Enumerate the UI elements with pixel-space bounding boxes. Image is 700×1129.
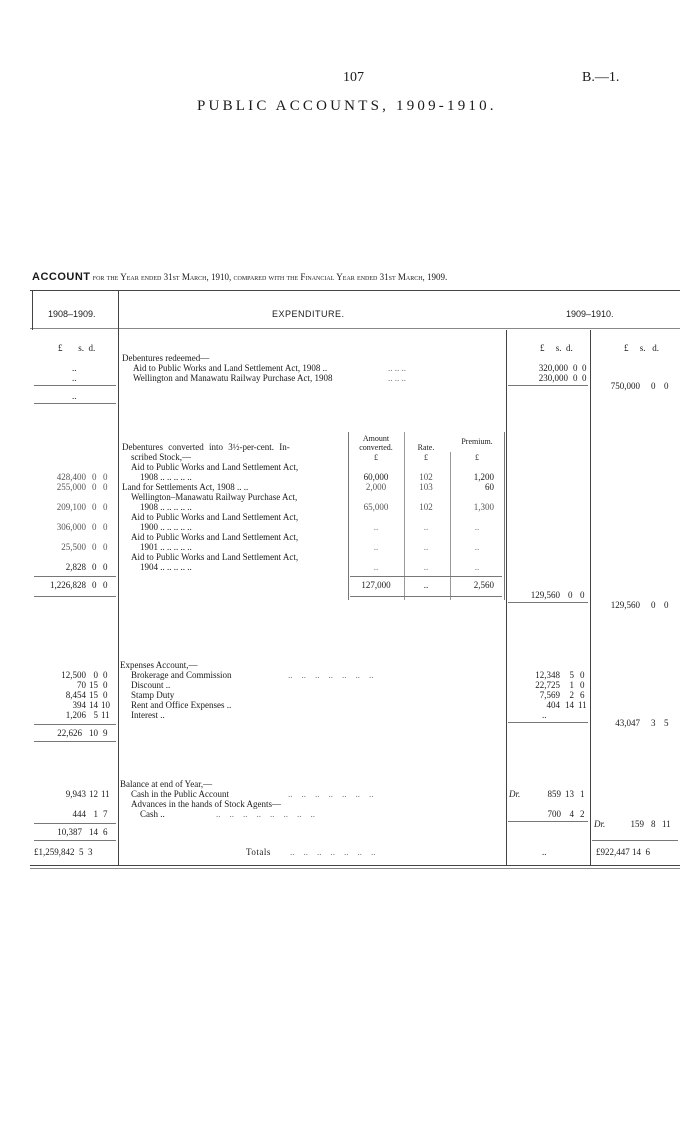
totals-current: £922,447 14 6 bbox=[596, 847, 650, 857]
right-column-divider bbox=[506, 330, 507, 865]
debentures-redeemed-heading: Debentures redeemed— bbox=[122, 353, 210, 363]
lsd-header-mid bbox=[540, 343, 573, 353]
converted-item-prev: 2,828 bbox=[65, 562, 86, 572]
expense-item-pence: 0 bbox=[580, 670, 585, 680]
redeemed-prev-total: .. bbox=[72, 391, 77, 401]
cash-pence: 1 bbox=[580, 789, 585, 799]
expenses-prev-total-s: 10 bbox=[89, 728, 98, 738]
redeemed-rule-mid bbox=[508, 385, 588, 386]
advances-cash-label: Cash .. bbox=[140, 809, 165, 819]
cash-prev-d: 11 bbox=[101, 789, 110, 799]
converted-item-prev-d: 0 bbox=[103, 542, 108, 552]
converted-item-prev-s: 0 bbox=[92, 542, 97, 552]
converted-item-prev-d: 0 bbox=[103, 502, 108, 512]
converted-total-s: 0 bbox=[651, 600, 656, 610]
converted-item-prev-s: 0 bbox=[92, 472, 97, 482]
advances-prev-d: 7 bbox=[103, 809, 108, 819]
left-column-divider bbox=[118, 290, 119, 865]
balance-prev-total: 10,387 bbox=[57, 827, 82, 837]
expense-item-shillings: 1 bbox=[569, 680, 574, 690]
converted-total-d: 0 bbox=[664, 600, 669, 610]
converted-item-prev-s: 0 bbox=[92, 522, 97, 532]
expense-item-prev-d: 11 bbox=[101, 710, 110, 720]
converted-total: 129,560 bbox=[610, 600, 640, 610]
redeemed-item-leaders: .. .. .. bbox=[388, 363, 406, 373]
converted-item-amount: 2,000 bbox=[365, 482, 387, 492]
lsd-header-right bbox=[624, 343, 659, 353]
converted-item-amount: 60,000 bbox=[363, 472, 389, 482]
cash-public-account-label: Cash in the Public Account bbox=[131, 789, 229, 799]
cash-prev-s: 12 bbox=[89, 789, 98, 799]
converted-item-prev-s: 0 bbox=[92, 562, 97, 572]
expenses-rule-left bbox=[34, 724, 116, 725]
converted-item-prev: 306,000 bbox=[56, 522, 86, 532]
converted-item-line2: 1900 .. .. .. .. .. bbox=[140, 522, 192, 532]
balance-rule-left-2 bbox=[34, 840, 116, 841]
pence-sign: d. bbox=[566, 343, 573, 353]
pence-sign: d. bbox=[88, 343, 96, 353]
converted-prev-total-s: 0 bbox=[92, 580, 97, 590]
totals-prev: £1,259,842 5 3 bbox=[34, 847, 93, 857]
redeemed-item-prev: .. bbox=[72, 373, 77, 383]
expense-item-label: Interest .. bbox=[131, 710, 165, 720]
page-number: 107 bbox=[343, 70, 364, 85]
account-word: ACCOUNT bbox=[32, 271, 91, 283]
shillings-sign: s. bbox=[639, 343, 646, 353]
advances-prev: 444 bbox=[72, 809, 86, 819]
far-right-column-divider bbox=[590, 330, 591, 865]
header-rule bbox=[30, 328, 680, 329]
converted-item-rate: .. bbox=[423, 562, 429, 572]
converted-item-rate: 102 bbox=[419, 502, 433, 512]
expense-item-pence: 6 bbox=[580, 690, 585, 700]
expense-item-prev-d: 0 bbox=[103, 670, 108, 680]
redeemed-total-amount: 750,000 bbox=[610, 381, 640, 391]
converted-item-premium: 1,200 bbox=[473, 472, 494, 482]
converted-rule-mid bbox=[350, 576, 502, 577]
redeemed-item-amount: 230,000 bbox=[538, 373, 568, 383]
expense-item-prev-d: 0 bbox=[103, 690, 108, 700]
expense-item-label: Discount .. bbox=[131, 680, 171, 690]
converted-item-line2: 1904 .. .. .. .. .. bbox=[140, 562, 192, 572]
redeemed-item-pence: 0 bbox=[582, 373, 587, 383]
cash-shillings: 13 bbox=[565, 789, 574, 799]
expense-item-amount: 12,348 bbox=[535, 670, 560, 680]
converted-item-line2: 1908 .. .. .. .. .. bbox=[140, 472, 192, 482]
balance-prev-total-d: 6 bbox=[103, 827, 108, 837]
converted-item-premium: 1,300 bbox=[473, 502, 494, 512]
expense-item-pence: 11 bbox=[578, 700, 587, 710]
converted-item-amount: 65,000 bbox=[363, 502, 389, 512]
converted-item-rate: 102 bbox=[419, 472, 433, 482]
converted-rate-total: .. bbox=[423, 580, 429, 590]
converted-item-line1: Aid to Public Works and Land Settlement Act, bbox=[131, 462, 299, 472]
balance-rule-mid bbox=[508, 821, 588, 822]
left-border bbox=[32, 290, 33, 330]
totals-label: Totals bbox=[246, 847, 271, 857]
premium-column-divider bbox=[450, 452, 451, 600]
converted-prev-total: 1,226,828 bbox=[50, 580, 86, 590]
converted-prev-total-d: 0 bbox=[103, 580, 108, 590]
column-heading-expenditure: EXPENDITURE. bbox=[272, 309, 345, 319]
expense-item-amount: 7,569 bbox=[539, 690, 560, 700]
converted-item-prev: 209,100 bbox=[56, 502, 86, 512]
shillings-sign: s. bbox=[555, 343, 562, 353]
converted-item-amount: .. bbox=[373, 542, 379, 552]
converted-item-prev: 255,000 bbox=[56, 482, 86, 492]
totals-mid: .. bbox=[542, 847, 547, 857]
redeemed-item-label: Wellington and Manawatu Railway Purchase Act, 1908 bbox=[133, 373, 333, 383]
expense-item-shillings: 5 bbox=[569, 670, 574, 680]
expense-item-pence: 0 bbox=[580, 680, 585, 690]
amount-heading-line1: Amount bbox=[362, 434, 390, 443]
lsd-header-left bbox=[58, 343, 95, 353]
converted-item-rate: .. bbox=[423, 542, 429, 552]
rate-column-divider bbox=[404, 432, 405, 600]
expense-item-label: Rent and Office Expenses .. bbox=[131, 700, 232, 710]
expenses-total-d: 5 bbox=[664, 718, 669, 728]
premium-unit: £ bbox=[475, 453, 479, 462]
converted-item-line1: Wellington–Manawatu Railway Purchase Act, bbox=[131, 492, 298, 502]
pound-sign: £ bbox=[540, 343, 545, 353]
converted-item-line1: Aid to Public Works and Land Settlement Act, bbox=[131, 512, 299, 522]
pound-sign: £ bbox=[58, 343, 63, 353]
expenses-heading: Expenses Account,— bbox=[120, 660, 198, 670]
converted-amount-total: 127,000 bbox=[361, 580, 391, 590]
expense-item-prev-s: 15 bbox=[89, 690, 98, 700]
expense-leaders: .. .. .. .. .. .. .. bbox=[288, 670, 374, 680]
redeemed-total-pence: 0 bbox=[664, 381, 669, 391]
advances-amount: 700 bbox=[547, 809, 561, 819]
balance-prev-total-s: 14 bbox=[89, 827, 98, 837]
expenses-total-s: 3 bbox=[651, 718, 656, 728]
expense-item-amount: 22,725 bbox=[535, 680, 560, 690]
converted-item-prev-d: 0 bbox=[103, 482, 108, 492]
redeemed-total-rule bbox=[34, 403, 116, 404]
expense-item-shillings: 14 bbox=[565, 700, 574, 710]
expenses-rule-mid bbox=[508, 722, 588, 723]
redeemed-total-shillings: 0 bbox=[651, 381, 656, 391]
expense-item-prev: 1,206 bbox=[65, 710, 86, 720]
amount-heading-line2: converted. bbox=[359, 443, 393, 452]
bottom-rule-2 bbox=[30, 868, 680, 869]
redeemed-item-amount: 320,000 bbox=[538, 363, 568, 373]
cash-prev: 9,943 bbox=[65, 789, 86, 799]
balance-heading: Balance at end of Year,— bbox=[120, 779, 213, 789]
converted-subtotal-rule bbox=[508, 602, 588, 603]
converted-subtotal: 129,560 bbox=[530, 590, 560, 600]
expenses-rule-left-2 bbox=[34, 741, 116, 742]
expense-item-prev: 8,454 bbox=[65, 690, 86, 700]
expenses-total: 43,047 bbox=[615, 718, 640, 728]
page-title: PUBLIC ACCOUNTS, 1909-1910. bbox=[197, 98, 497, 114]
pound-sign: £ bbox=[624, 343, 629, 353]
redeemed-item-shillings: 0 bbox=[573, 373, 578, 383]
expense-item-prev-d: 0 bbox=[103, 680, 108, 690]
expense-item-prev-s: 5 bbox=[93, 710, 98, 720]
converted-item-amount: .. bbox=[373, 562, 379, 572]
cash-leaders: .. .. .. .. .. .. .. bbox=[288, 789, 374, 799]
converted-item-prev: 25,500 bbox=[61, 542, 86, 552]
balance-total-dr-label: Dr. bbox=[594, 819, 606, 829]
converted-item-amount: .. bbox=[373, 522, 379, 532]
expense-item-shillings: 2 bbox=[569, 690, 574, 700]
converted-item-line1: Aid to Public Works and Land Settlement Act, bbox=[131, 532, 299, 542]
converted-item-rate: 103 bbox=[419, 482, 433, 492]
balance-total-d: 11 bbox=[662, 819, 671, 829]
balance-total-s: 8 bbox=[651, 819, 656, 829]
balance-rule-right bbox=[592, 840, 678, 841]
converted-item-prev-d: 0 bbox=[103, 562, 108, 572]
redeemed-item-leaders: .. .. .. bbox=[388, 373, 406, 383]
premium-right-divider bbox=[504, 432, 505, 600]
converted-item-prev-d: 0 bbox=[103, 472, 108, 482]
rate-unit: £ bbox=[424, 453, 428, 462]
converted-item-prev-d: 0 bbox=[103, 522, 108, 532]
expense-item-prev-s: 14 bbox=[89, 700, 98, 710]
amount-unit: £ bbox=[374, 453, 378, 462]
amount-converted-heading bbox=[350, 434, 402, 452]
redeemed-item-prev: .. bbox=[72, 363, 77, 373]
cash-amount: 859 bbox=[547, 789, 561, 799]
expense-item-prev-s: 0 bbox=[93, 670, 98, 680]
converted-item-prev-s: 0 bbox=[92, 502, 97, 512]
converted-rule-left bbox=[34, 576, 116, 577]
amount-column-divider bbox=[348, 432, 349, 600]
advances-pence: 2 bbox=[580, 809, 585, 819]
cash-dr-label: Dr. bbox=[509, 789, 521, 799]
converted-item-premium: .. bbox=[474, 522, 480, 532]
converted-item-premium: .. bbox=[474, 542, 480, 552]
converted-item-premium: 60 bbox=[485, 482, 494, 492]
rate-heading: Rate. bbox=[417, 443, 435, 452]
column-heading-1909-1910: 1909–1910. bbox=[566, 309, 614, 319]
expense-item-amount: 404 bbox=[546, 700, 560, 710]
converted-subtotal-s: 0 bbox=[568, 590, 573, 600]
converted-item-premium: .. bbox=[474, 562, 480, 572]
converted-item-prev: 428,400 bbox=[56, 472, 86, 482]
shillings-sign: s. bbox=[78, 343, 85, 353]
totals-leaders: .. .. .. .. .. .. .. bbox=[290, 847, 376, 857]
account-description: for the Year ended 31st March, 1910, compared with the Financial Year ended 31st March, 1909. bbox=[92, 272, 448, 282]
expense-item-label: Stamp Duty bbox=[131, 690, 175, 700]
advances-label: Advances in the hands of Stock Agents— bbox=[131, 799, 281, 809]
converted-rule-mid-2 bbox=[350, 596, 502, 597]
expense-item-label: Brokerage and Commission bbox=[131, 670, 232, 680]
converted-subtotal-d: 0 bbox=[580, 590, 585, 600]
column-heading-1908-1909: 1908–1909. bbox=[48, 309, 96, 319]
premium-heading: Premium. bbox=[461, 437, 493, 446]
balance-rule-left bbox=[34, 823, 116, 824]
expenses-prev-total: 22,626 bbox=[57, 728, 82, 738]
redeemed-item-shillings: 0 bbox=[573, 363, 578, 373]
expense-item-prev-s: 15 bbox=[89, 680, 98, 690]
converted-premium-total: 2,560 bbox=[473, 580, 494, 590]
expense-item-amount: .. bbox=[542, 710, 547, 720]
bottom-rule bbox=[30, 865, 680, 866]
expense-item-prev: 394 bbox=[72, 700, 86, 710]
expenses-prev-total-d: 9 bbox=[103, 728, 108, 738]
converted-heading-cont: scribed Stock,— bbox=[131, 452, 191, 462]
pence-sign: d. bbox=[652, 343, 660, 353]
expense-item-prev-d: 10 bbox=[101, 700, 110, 710]
converted-item-rate: .. bbox=[423, 522, 429, 532]
converted-item-line2: 1908 .. .. .. .. .. bbox=[140, 502, 192, 512]
converted-item-line2: 1901 .. .. .. .. .. bbox=[140, 542, 192, 552]
converted-item-prev-s: 0 bbox=[92, 482, 97, 492]
redeemed-item-pence: 0 bbox=[582, 363, 587, 373]
advances-leaders: .. .. .. .. .. .. .. .. bbox=[216, 809, 315, 819]
account-line bbox=[32, 271, 447, 283]
expense-item-prev: 12,500 bbox=[61, 670, 86, 680]
balance-total: 159 bbox=[630, 819, 644, 829]
converted-item-line1: Land for Settlements Act, 1908 .. .. bbox=[122, 482, 249, 492]
advances-shillings: 4 bbox=[569, 809, 574, 819]
redeemed-rule-left bbox=[34, 385, 116, 386]
document-reference: B.—1. bbox=[582, 70, 620, 85]
converted-item-line1: Aid to Public Works and Land Settlement Act, bbox=[131, 552, 299, 562]
redeemed-item-label: Aid to Public Works and Land Settlement Act, 1908 .. bbox=[133, 363, 328, 373]
advances-prev-s: 1 bbox=[93, 809, 98, 819]
converted-heading: Debentures converted into 3½-per-cent. In- bbox=[122, 442, 290, 452]
converted-rule-left-2 bbox=[34, 596, 116, 597]
expense-item-prev: 70 bbox=[77, 680, 86, 690]
top-rule bbox=[30, 290, 680, 291]
